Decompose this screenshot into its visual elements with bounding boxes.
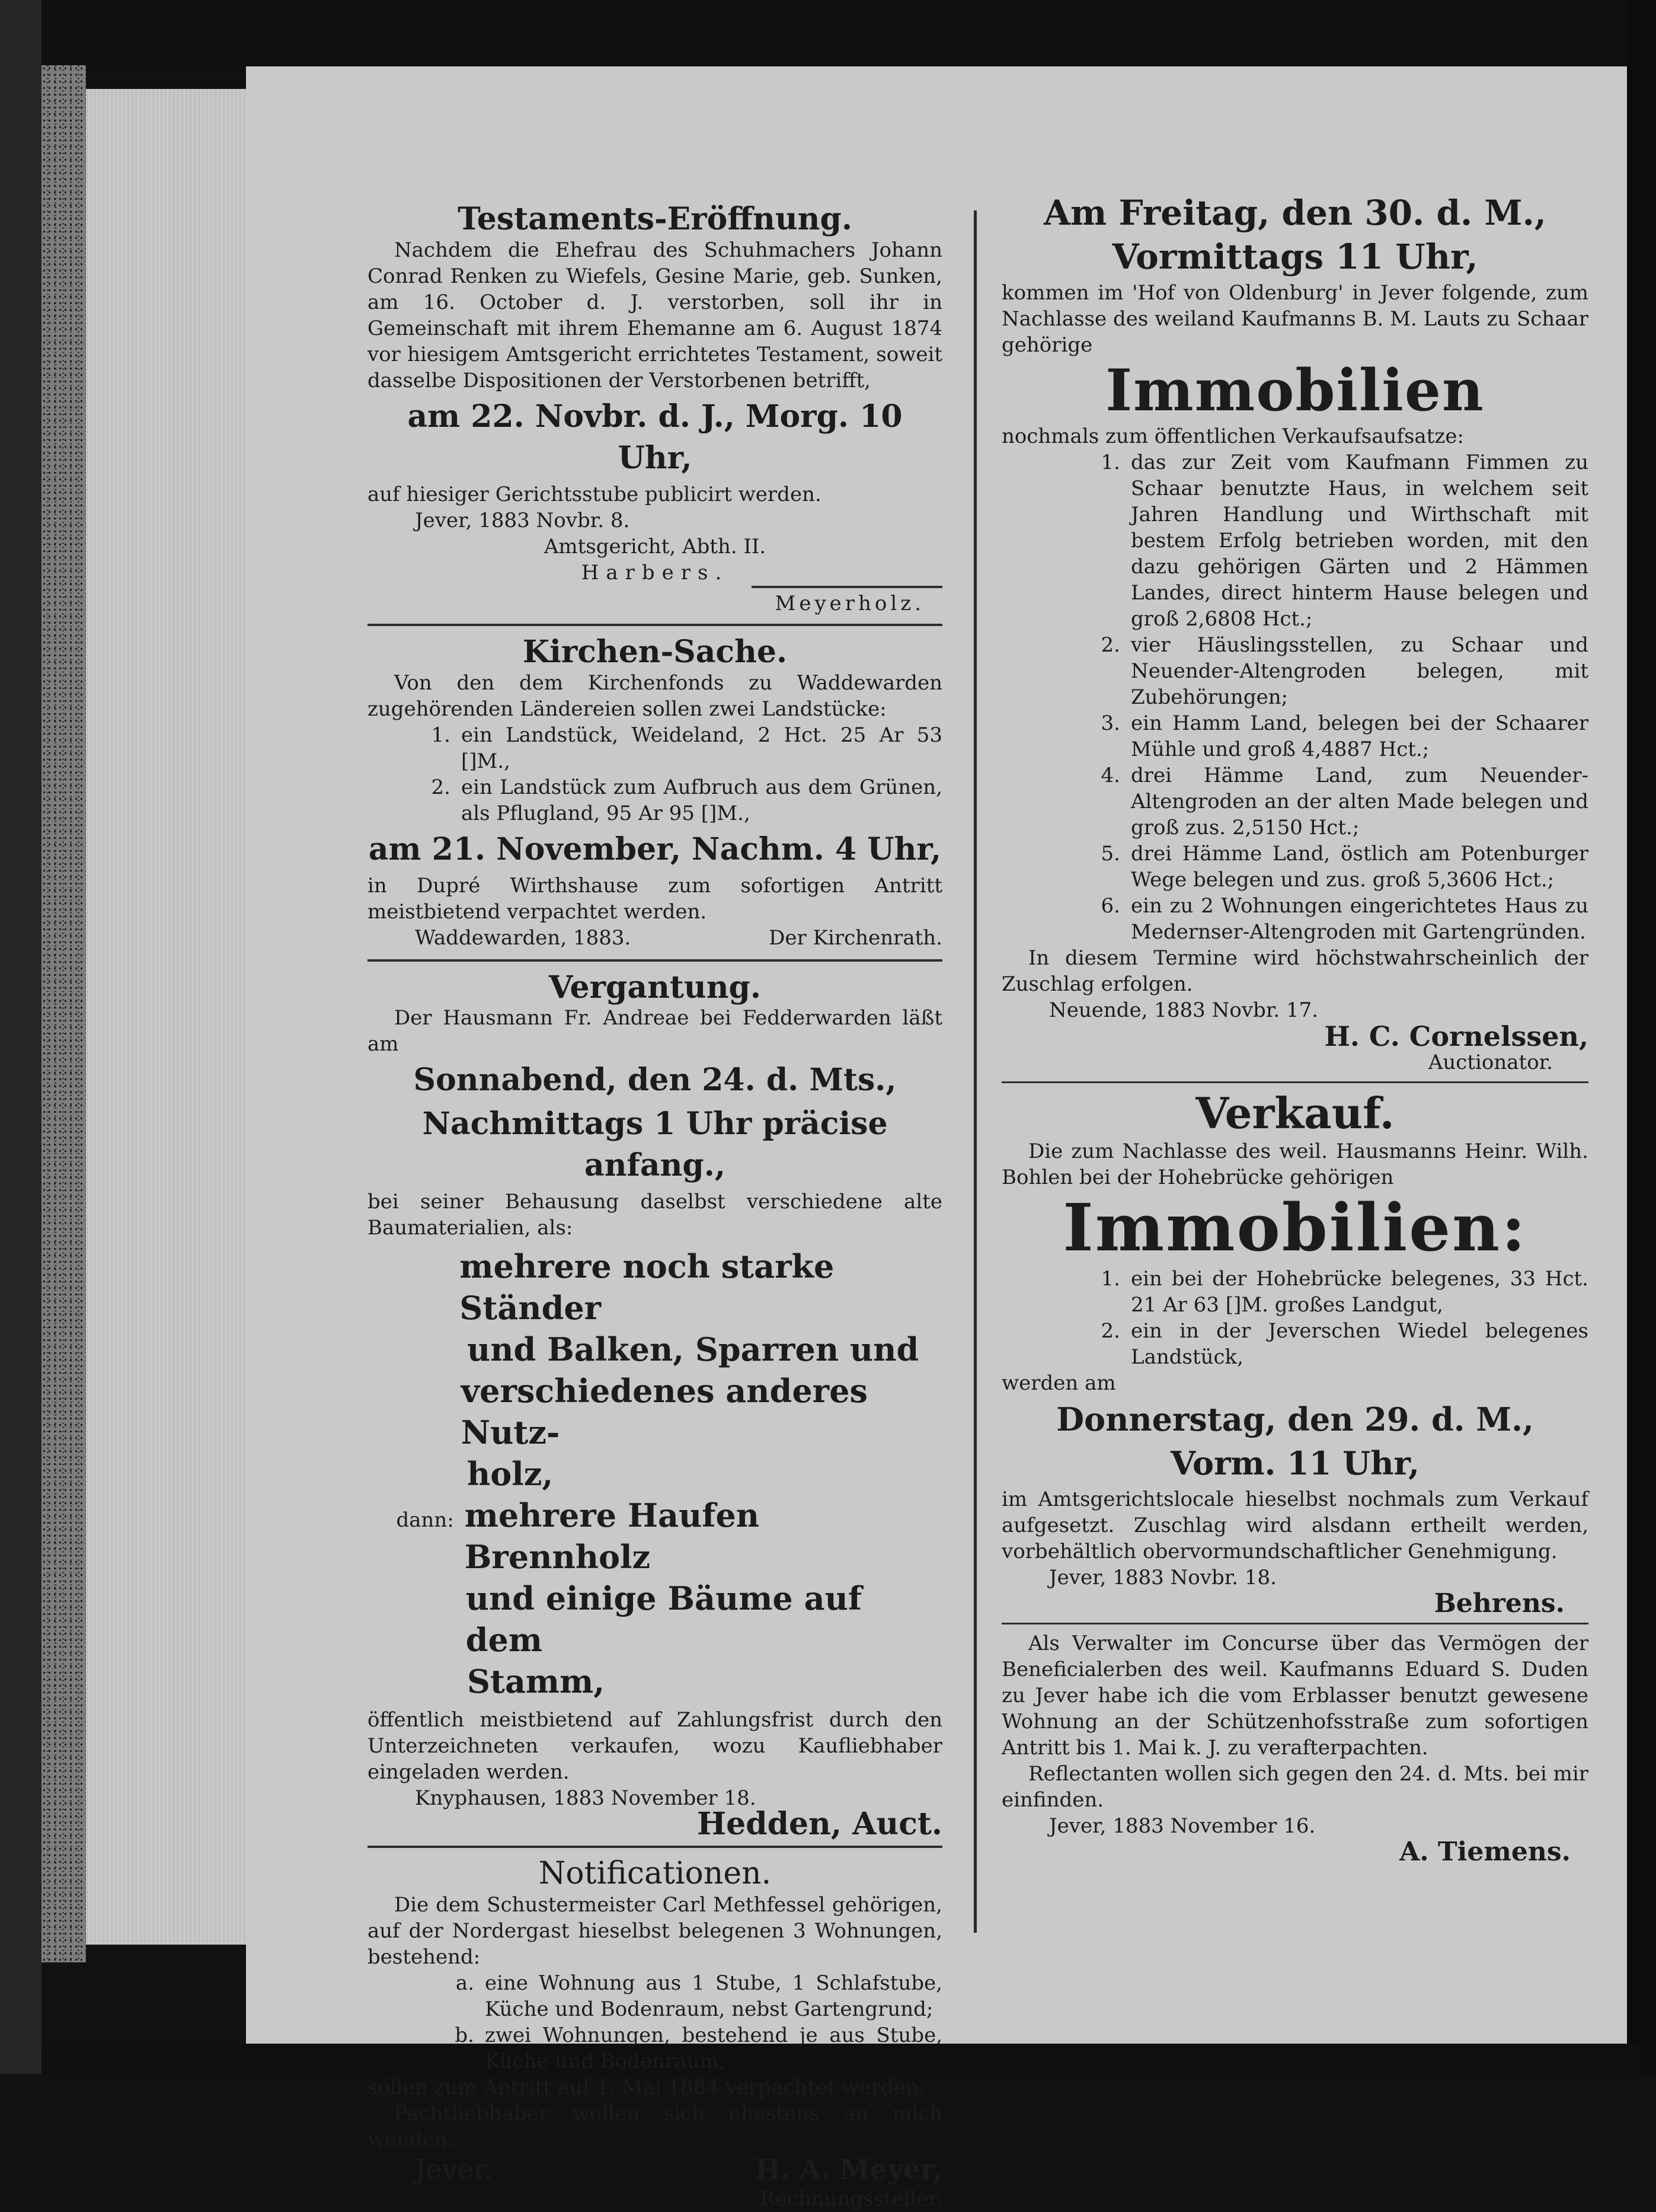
verkauf-title: Verkauf. xyxy=(1195,1088,1395,1139)
right-column xyxy=(1002,190,1588,1865)
divider-rule xyxy=(367,624,942,626)
vergantung-goods xyxy=(367,1246,942,1702)
testament-body: Nachdem die Ehefrau des Schuhmachers Johann Conrad Renken zu Wiefels, Gesine Marie, geb. Sunken, am 16. October d. J. verstorben, soll ihr in Gemeinschaft mit ihrem Ehemanne am 6. August 1874 vor hiesigem Amtsgericht errichtetes Testament, soweit dasselbe Dispositionen der Verstorbenen betrifft, xyxy=(367,238,942,392)
kirchen-date: am 21. November, Nachm. 4 Uhr, xyxy=(368,831,942,867)
verkauf-date1: Donnerstag, den 29. d. M., xyxy=(1056,1400,1534,1438)
goods-line: verschiedenes anderes Nutz- xyxy=(461,1372,868,1452)
concurs-body: Als Verwalter im Concurse über das Vermögen der Beneficialerben des weil. Kaufmanns Eduard S. Duden zu Jever habe ich die vom Erblasser benutzt gewesene Wohnung an der Schützenhofsstraße zum sofortigen Antritt bis 1. Mai k. J. zu verafterpachten. xyxy=(1002,1631,1588,1760)
kirchen-notice xyxy=(367,634,942,951)
freitag-role: Auctionator. xyxy=(1428,1051,1553,1075)
list-item: 3. ein Hamm Land, belegen bei der Schaarer Mühle und groß 4,4887 Hct.; xyxy=(1101,711,1588,762)
vergantung-body2: bei seiner Behausung daselbst verschiedene alte Baumaterialien, als: xyxy=(367,1190,942,1240)
verkauf-lead: werden am xyxy=(1002,1371,1116,1395)
goods-line: mehrere Haufen Brennholz xyxy=(464,1496,760,1576)
verkauf-after: im Amtsgerichtslocale hieselbst nochmals zum Verkauf aufgesetzt. Zuschlag wird alsdann ertheilt werden, vorbehältlich obervormundschaftlicher Genehmigung. xyxy=(1002,1487,1588,1563)
concurs-place: Jever, 1883 November 16. xyxy=(1049,1814,1316,1838)
divider-rule xyxy=(367,959,942,962)
testament-place: Jever, 1883 Novbr. 8. xyxy=(415,508,630,532)
notif-after: sollen zum Antritt auf 1. Mai 1884 verpachtet werden. xyxy=(367,2076,925,2100)
goods-line: Stamm, xyxy=(467,1662,605,1701)
goods-line: und einige Bäume auf dem xyxy=(465,1579,862,1659)
notif-sign: H. A. Meyer, xyxy=(755,2153,942,2186)
list-item: 1. das zur Zeit vom Kaufmann Fimmen zu Schaar benutzte Haus, in welchem seit Jahren Handlung und Wirthschaft mit bestem Erfolg betrieben worden, mit den dazu gehörigen Gärten und 2 Hämmen Landes, direct hinterm Hause belegen und groß 2,6808 Hct.; xyxy=(1101,451,1588,631)
freitag-place: Neuende, 1883 Novbr. 17. xyxy=(1049,998,1319,1023)
vergantung-title: Vergantung. xyxy=(548,969,761,1006)
freitag-date2: Vormittags 11 Uhr, xyxy=(1112,237,1478,277)
kirchen-body: Von den dem Kirchenfonds zu Waddewarden zugehörenden Ländereien sollen zwei Landstücke: xyxy=(367,671,942,721)
list-item: b. zwei Wohnungen, bestehend je aus Stube, Küche und Bodenraum, xyxy=(455,2023,942,2074)
column-divider xyxy=(974,210,977,1933)
freitag-big: Immobilien xyxy=(1105,357,1485,424)
testament-court: Amtsgericht, Abth. II. xyxy=(544,534,766,558)
notif-body: Die dem Schustermeister Carl Methfessel gehörigen, auf der Nordergast hieselbst belegenen 3 Wohnungen, bestehend: xyxy=(367,1893,942,1970)
notif-list xyxy=(367,1970,942,2074)
kirchen-sign: Der Kirchenrath. xyxy=(769,925,942,950)
scan-border-right xyxy=(1627,0,1656,2074)
vergantung-notice xyxy=(367,969,942,1843)
vergantung-body: Der Hausmann Fr. Andreae bei Fedderwarden läßt am xyxy=(367,1006,942,1056)
concurs-notice xyxy=(1002,1630,1588,1865)
freitag-sign: H. C. Cornelssen, xyxy=(1324,1020,1588,1053)
list-item: 1. ein bei der Hohebrücke belegenes, 33 Hct. 21 Ar 63 []M. großes Landgut, xyxy=(1101,1266,1588,1317)
freitag-list xyxy=(1002,449,1588,945)
freitag-date1: Am Freitag, den 30. d. M., xyxy=(1044,193,1546,233)
scan-border-top xyxy=(41,0,1642,66)
list-item: 1. ein Landstück, Weideland, 2 Hct. 25 Ar 53 []M., xyxy=(431,723,942,773)
freitag-body: kommen im 'Hof von Oldenburg' in Jever folgende, zum Nachlasse des weiland Kaufmanns B. M. Lauts zu Schaar gehörige xyxy=(1002,281,1588,357)
freitag-notice xyxy=(1002,192,1588,1075)
vergantung-after: öffentlich meistbietend auf Zahlungsfrist durch den Unterzeichneten verkaufen, wozu Kaufliebhaber eingeladen werden. xyxy=(367,1708,942,1785)
list-item: 2. ein in der Jeverschen Wiedel belegenes Landstück, xyxy=(1101,1319,1588,1369)
testament-date: am 22. Novbr. d. J., Morg. 10 Uhr, xyxy=(407,398,903,476)
vergantung-date2: Nachmittags 1 Uhr präcise anfang., xyxy=(422,1106,888,1184)
list-item: 2. ein Landstück zum Aufbruch aus dem Grünen, als Pflugland, 95 Ar 95 []M., xyxy=(431,775,942,825)
verkauf-list xyxy=(1002,1266,1588,1370)
list-item: 6. ein zu 2 Wohnungen eingerichtetes Haus zu Medernser-Altengroden mit Gartengründen. xyxy=(1101,894,1588,944)
book-spine xyxy=(0,0,41,2074)
verkauf-body: Die zum Nachlasse des weil. Hausmanns Heinr. Wilh. Bohlen bei der Hohebrücke gehörigen xyxy=(1002,1139,1588,1190)
goods-line: holz, xyxy=(467,1455,554,1493)
testament-after: auf hiesiger Gerichtsstube publicirt werden. xyxy=(367,482,821,506)
list-item: 4. drei Hämme Land, zum Neuender-Altengroden an der alten Made belegen und groß zus. 2,5150 Hct.; xyxy=(1101,764,1588,840)
verkauf-big: Immobilien: xyxy=(1063,1189,1527,1266)
left-column xyxy=(367,202,942,2212)
page-edges xyxy=(86,89,246,1945)
notif-sign-row xyxy=(367,2153,942,2186)
goods-line: und Balken, Sparren und xyxy=(467,1330,919,1369)
testament-clerk-box xyxy=(367,586,942,615)
list-item: 2. vier Häuslingsstellen, zu Schaar und Neuender-Altengroden belegen, mit Zubehörungen; xyxy=(1101,633,1588,710)
divider-rule xyxy=(1002,1081,1588,1083)
freitag-lead: nochmals zum öffentlichen Verkaufsaufsatze: xyxy=(1002,424,1464,449)
verkauf-place: Jever, 1883 Novbr. 18. xyxy=(1049,1565,1277,1589)
testament-judge: Harbers. xyxy=(581,560,729,585)
notif-after2: Pachtliebhaber wollen sich ehestens an mich wenden. xyxy=(367,2102,942,2152)
notif-notice xyxy=(367,1856,942,2212)
goods-then-label: dann: xyxy=(396,1508,454,1533)
verkauf-date2: Vorm. 11 Uhr, xyxy=(1171,1444,1420,1482)
verkauf-sign: Behrens. xyxy=(1434,1588,1565,1619)
kirchen-list xyxy=(367,722,942,826)
goods-line: mehrere noch starke Ständer xyxy=(459,1247,835,1327)
kirchen-title: Kirchen-Sache. xyxy=(522,633,788,670)
kirchen-place: Waddewarden, 1883. xyxy=(415,925,631,950)
notif-title: Notificationen. xyxy=(538,1856,772,1892)
speckled-book-edge xyxy=(41,65,86,1962)
vergantung-date1: Sonnabend, den 24. d. Mts., xyxy=(413,1062,897,1099)
notif-role: Rechnungssteller. xyxy=(760,2187,942,2211)
testament-clerk: Meyerholz. xyxy=(752,586,942,615)
divider-rule xyxy=(367,1846,942,1848)
vergantung-place: Knyphausen, 1883 November 18. xyxy=(415,1786,756,1811)
verkauf-notice xyxy=(1002,1088,1588,1619)
list-item: a. eine Wohnung aus 1 Stube, 1 Schlafstube, Küche und Bodenraum, nebst Gartengrund; xyxy=(455,1971,942,2022)
freitag-after: In diesem Termine wird höchstwahrscheinlich der Zuschlag erfolgen. xyxy=(1002,946,1588,997)
kirchen-sign-row xyxy=(367,925,942,951)
testament-title: Testaments-Eröffnung. xyxy=(458,201,852,237)
notif-place: Jever. xyxy=(415,2153,493,2186)
concurs-sign: A. Tiemens. xyxy=(1399,1836,1571,1867)
kirchen-after: in Dupré Wirthshause zum sofortigen Antritt meistbietend verpachtet werden. xyxy=(367,873,942,924)
testament-notice xyxy=(367,202,942,615)
vergantung-sign: Hedden, Auct. xyxy=(697,1806,942,1843)
list-item: 5. drei Hämme Land, östlich am Potenburger Wege belegen und zus. groß 5,3606 Hct.; xyxy=(1101,842,1588,892)
concurs-body2: Reflectanten wollen sich gegen den 24. d. Mts. bei mir einfinden. xyxy=(1002,1761,1588,1812)
divider-rule xyxy=(1002,1623,1588,1624)
